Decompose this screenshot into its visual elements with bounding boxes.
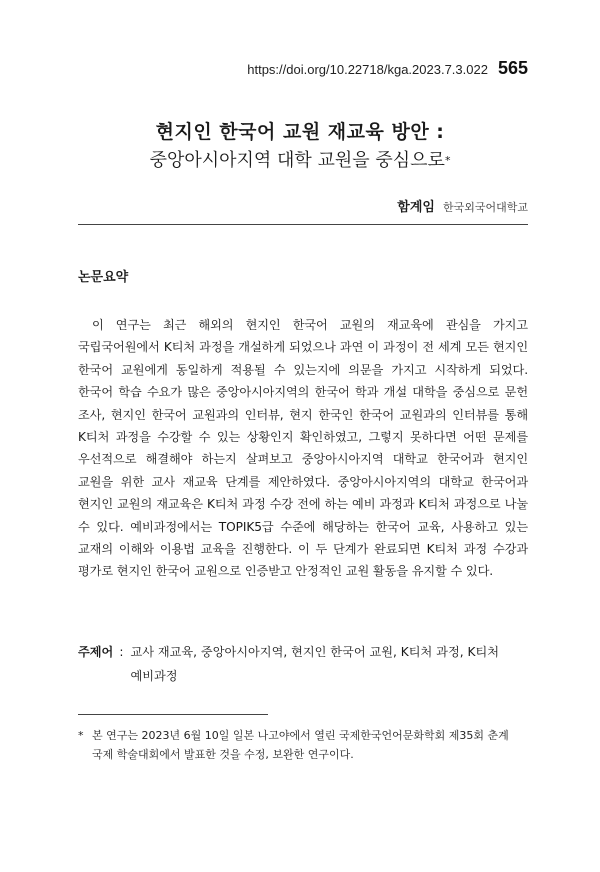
keywords-label: 주제어 — [78, 645, 114, 659]
paper-subtitle-text: 중앙아시아지역 대학 교원을 중심으로 — [149, 150, 445, 171]
paper-title: 현지인 한국어 교원 재교육 방안 : — [155, 121, 445, 143]
author-affiliation: 한국외국어대학교 — [442, 201, 528, 214]
page-number: 565 — [497, 58, 528, 78]
footnote — [78, 726, 528, 764]
keywords-list: 교사 재교육, 중앙아시아지역, 현지인 한국어 교원, K티처 과정, K티처 예비과정 — [130, 645, 500, 683]
page-header — [247, 58, 528, 79]
abstract-body: 이 연구는 최근 해외의 현지인 한국어 교원의 재교육에 관심을 가지고 국립국어원에서 K티처 과정을 개설하게 되었으나 과연 이 과정이 전 세계 모든 현지인 한국어 교원에게 동일하게 적용될 수 있는지에 의문을 가지고 시작하게 되었다. 한국어 학습 수요가 많은 중앙아시아지역의 한국어 학과 개설 대학을 중심으로 문헌 조사, 현지인 한국어 교원과의 인터뷰, 현지 한국인 한국어 교원과의 인터뷰를 통해 K티처 과정을 수강할 수 있는 상황인지 확인하였고, 그렇지 못하다면 어떤 문제를 우선적으로 해결해야 하는지 살펴보고 중앙아시아지역 대학교 한국어과 현지인 교원을 위한 교사 재교육 단계를 제안하였다. 중앙아시아지역의 대학교 한국어과 현지인 교원의 재교육은 K티처 과정 수강 전에 하는 예비 과정과 K티처 과정으로 나눌 수 있다. 예비과정에서는 TOPIK5급 수준에 해당하는 한국어 교육, 사용하고 있는 교재의 이해와 이용법 교육을 진행한다. 이 두 단계가 완료되면 K티처 과정 수강과 평가로 현지인 한국어 교원으로 인증받고 안정적인 교원 활동을 유지할 수 있다. — [78, 318, 528, 579]
title-block — [0, 118, 600, 176]
author-name: 함계임 — [397, 200, 435, 215]
footnote-divider — [78, 714, 268, 715]
doi-link[interactable]: https://doi.org/10.22718/kga.2023.7.3.022 — [247, 62, 488, 77]
paper-subtitle — [0, 146, 600, 176]
footnote-text: 본 연구는 2023년 6월 10일 일본 나고야에서 열린 국제한국언어문화학회 제35회 춘계 국제 학술대회에서 발표한 것을 수정, 보완한 연구이다. — [92, 729, 509, 761]
keywords-separator: : — [119, 645, 124, 659]
author-line — [397, 196, 528, 215]
footnote-marker: * — [78, 729, 84, 742]
abstract-heading: 논문요약 — [78, 270, 129, 285]
header-divider — [78, 224, 528, 225]
keywords-section — [78, 640, 528, 688]
title-footnote-marker: * — [444, 154, 451, 167]
